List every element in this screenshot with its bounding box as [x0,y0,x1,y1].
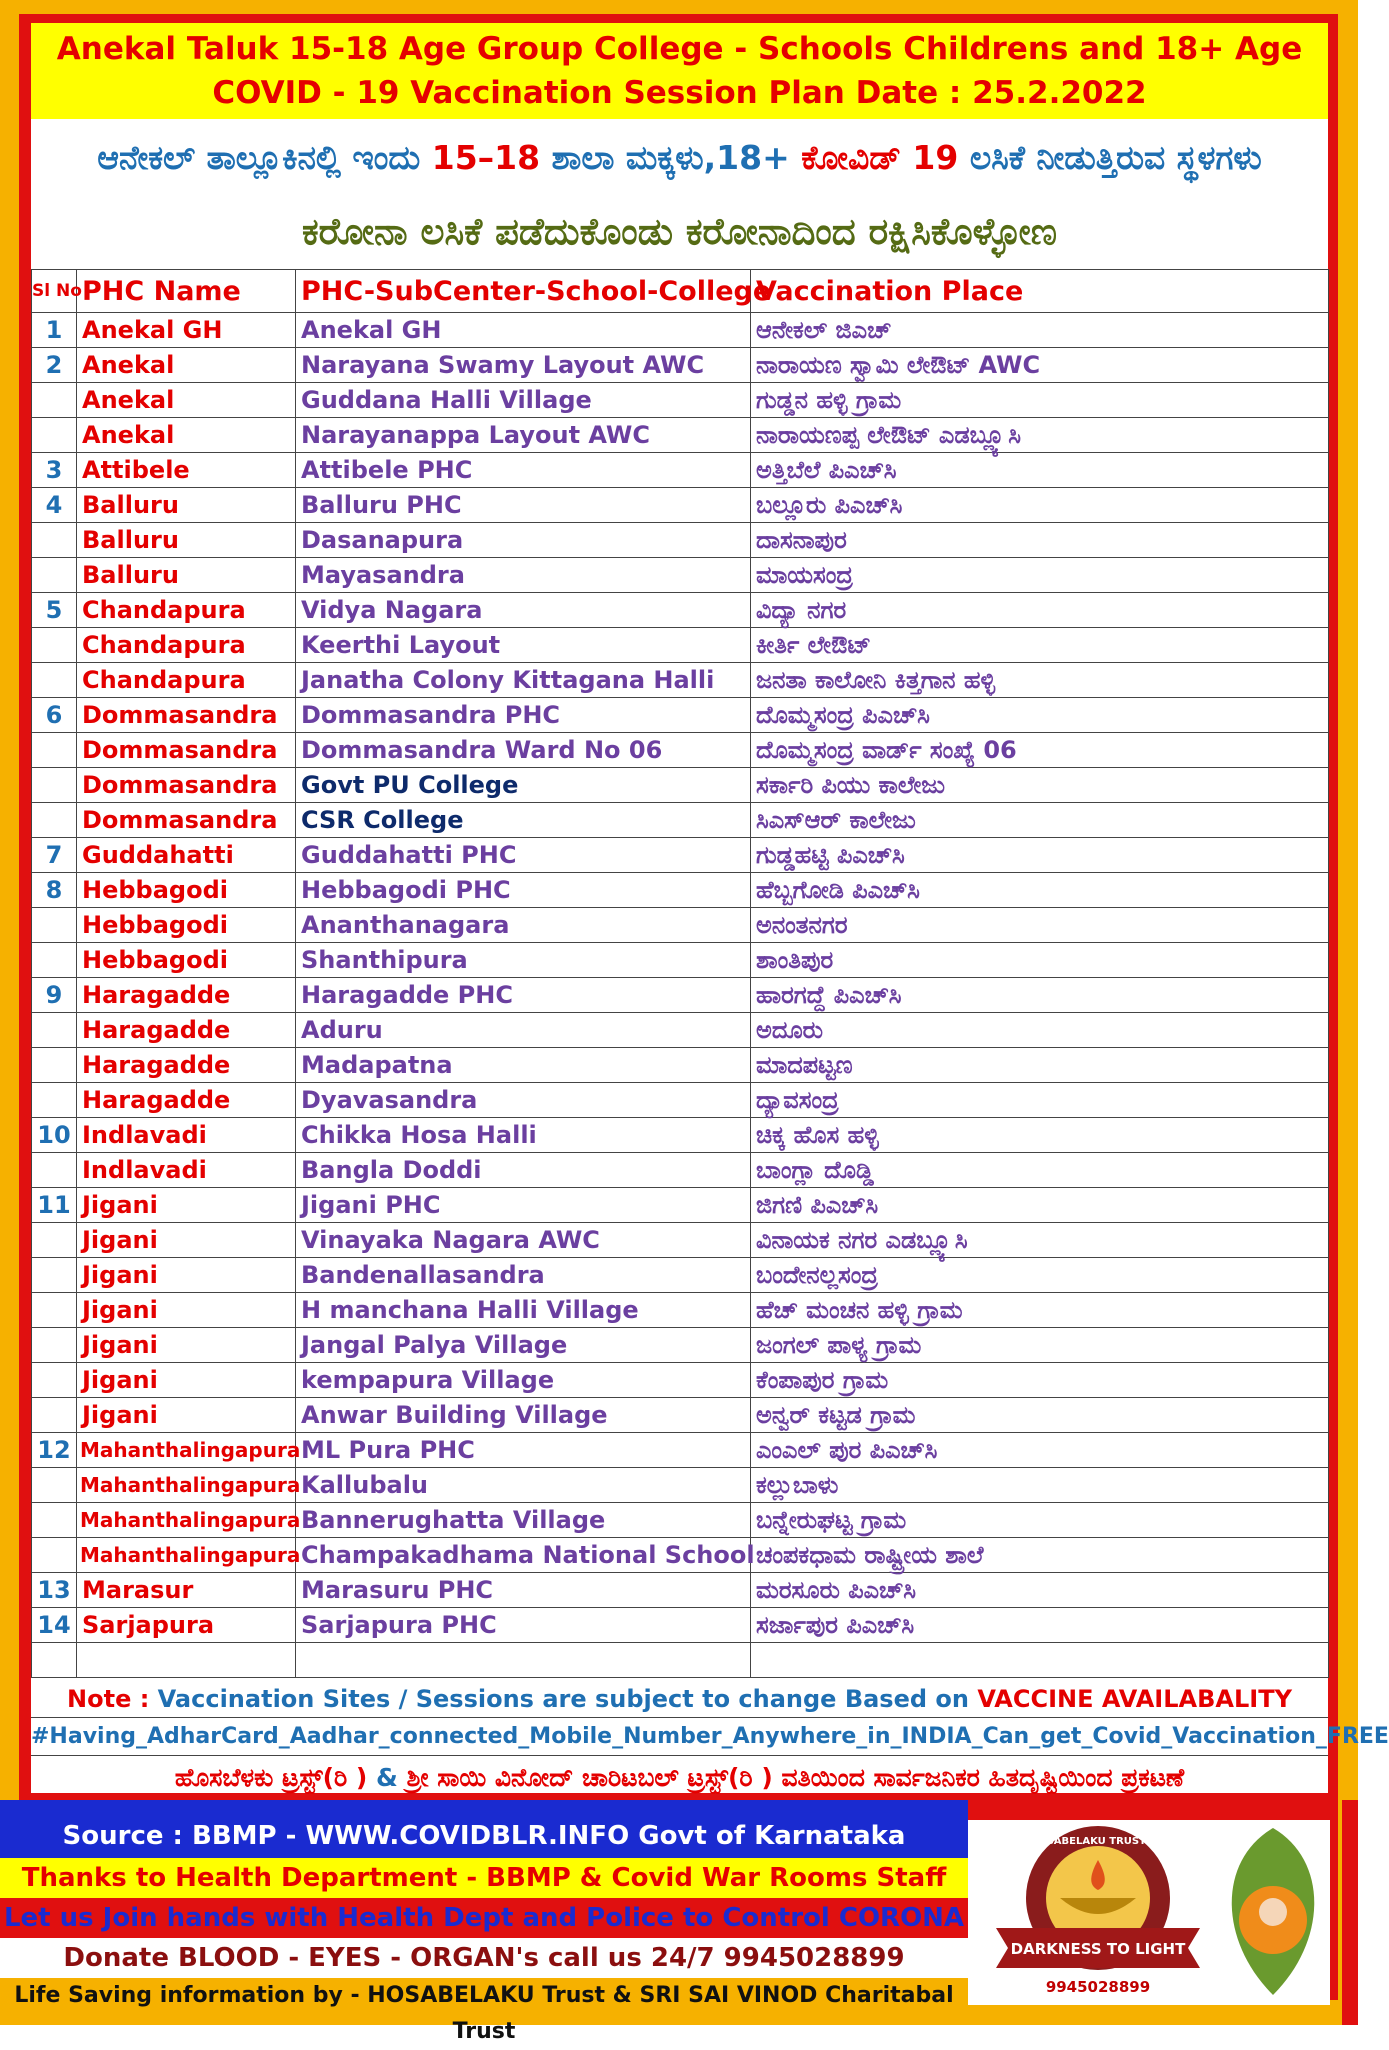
life-saving-band: Life Saving information by - HOSABELAKU Trust & SRI SAI VINOD Charitabal Trust [0,1978,968,2014]
cell-sl [32,1538,77,1573]
cell-vaccination-place: ಬಂದೇನಲ್ಲಸಂದ್ರ [751,1258,1329,1293]
cell-vaccination-place: ಬಲ್ಲೂರು ಪಿಎಚ್‌ಸಿ [751,488,1329,523]
title-banner [31,23,1328,119]
cell-sl: 7 [32,838,77,873]
cell-sl: 8 [32,873,77,908]
kannada-heading-part5: ಲಸಿಕೆ ನೀಡುತ್ತಿರುವ ಸ್ಥಳಗಳು [958,138,1262,177]
cell-sl [32,1223,77,1258]
cell-sl: 2 [32,348,77,383]
cell-subcenter: Dasanapura [296,523,751,558]
cell-sl [32,523,77,558]
cell-subcenter: Vinayaka Nagara AWC [296,1223,751,1258]
cell-vaccination-place: ಜಿಗಣಿ ಪಿಎಚ್‌ಸಿ [751,1188,1329,1223]
cell-vaccination-place: ಶಾಂತಿಪುರ [751,943,1329,978]
cell-phc-name: Dommasandra [77,698,296,733]
cell-vaccination-place: ಅನಂತನಗರ [751,908,1329,943]
cell-subcenter: Narayana Swamy Layout AWC [296,348,751,383]
cell-sl: 1 [32,313,77,348]
trust-logos [968,1820,1330,2005]
table-row [32,313,1329,348]
vaccination-table [31,269,1329,1678]
cell-vaccination-place: ಹಾರಗದ್ದೆ ಪಿಎಚ್‌ಸಿ [751,978,1329,1013]
kannada-slogan: ಕರೋನಾ ಲಸಿಕೆ ಪಡೆದುಕೊಂಡು ಕರೋನಾದಿಂದ ರಕ್ಷಿಸಿಕೊಳ್ಳೋಣ [302,210,1057,253]
table-row [32,698,1329,733]
cell-sl [32,1363,77,1398]
kannada-footer-part1: ಹೊಸಬೆಳಕು ಟ್ರಸ್ಟ್(ರಿ ) [174,1763,377,1792]
note-line [31,1680,1328,1718]
cell-sl [32,558,77,593]
table-row [32,1188,1329,1223]
cell-vaccination-place: ಮಾಯಸಂದ್ರ [751,558,1329,593]
logo-red-strip [1342,1800,1358,2025]
note-text: Vaccination Sites / Sessions are subject to change Based on [157,1685,978,1713]
cell-vaccination-place: ನಾರಾಯಣ ಸ್ವಾಮಿ ಲೇಔಟ್ AWC [751,348,1329,383]
join-band: Let us Join hands with Health Dept and Police to Control CORONA [0,1898,968,1938]
cell-vaccination-place: ಸರ್ಜಾಪುರ ಪಿಎಚ್‌ಸಿ [751,1608,1329,1643]
cell-vaccination-place: ಎಂಎಲ್ ಪುರ ಪಿಎಚ್‌ಸಿ [751,1433,1329,1468]
cell-subcenter: Sarjapura PHC [296,1608,751,1643]
table-row [32,1153,1329,1188]
blue-stripe [0,1800,968,1814]
cell-subcenter: Vidya Nagara [296,593,751,628]
cell-sl [32,1013,77,1048]
cell-subcenter: Balluru PHC [296,488,751,523]
cell-phc-name: Anekal [77,383,296,418]
thanks-band: Thanks to Health Department - BBMP & Covid War Rooms Staff [0,1858,968,1898]
table-row [32,383,1329,418]
cell-phc-name: Indlavadi [77,1153,296,1188]
table-row [32,488,1329,523]
cell-subcenter: Jangal Palya Village [296,1328,751,1363]
cell-phc-name: Balluru [77,488,296,523]
table-row [32,1013,1329,1048]
table-row [32,803,1329,838]
cell-sl [32,943,77,978]
cell-sl: 3 [32,453,77,488]
header-sub: PHC-SubCenter-School-College [296,270,751,313]
cell-sl [32,1328,77,1363]
cell-vaccination-place: ಚಂಪಕಧಾಮ ರಾಷ್ಟ್ರೀಯ ಶಾಲೆ [751,1538,1329,1573]
cell-vaccination-place: ಆನೇಕಲ್ ಜಿಎಚ್ [751,313,1329,348]
table-row [32,1503,1329,1538]
cell-sl [32,908,77,943]
cell-subcenter: Keerthi Layout [296,628,751,663]
cell-subcenter: Dyavasandra [296,1083,751,1118]
table-row [32,1293,1329,1328]
cell-phc-name: Indlavadi [77,1118,296,1153]
cell-subcenter: Hebbagodi PHC [296,873,751,908]
cell-subcenter: H manchana Halli Village [296,1293,751,1328]
header-place: Vaccination Place [751,270,1329,313]
table-row [32,1538,1329,1573]
cell-subcenter: Guddana Halli Village [296,383,751,418]
cell-phc-name: Dommasandra [77,733,296,768]
cell-subcenter: Anwar Building Village [296,1398,751,1433]
table-row [32,1118,1329,1153]
cell-subcenter: Dommasandra Ward No 06 [296,733,751,768]
cell-vaccination-place: ಹೆಚ್ ಮಂಚನ ಹಳ್ಳಿ ಗ್ರಾಮ [751,1293,1329,1328]
table-row [32,1048,1329,1083]
table-row [32,418,1329,453]
cell-subcenter: Anekal GH [296,313,751,348]
cell-subcenter: Haragadde PHC [296,978,751,1013]
cell-subcenter: Ananthanagara [296,908,751,943]
title-line-2: COVID - 19 Vaccination Session Plan Date : 25.2.2022 [212,75,1147,111]
cell-phc-name: Jigani [77,1398,296,1433]
cell-subcenter: Janatha Colony Kittagana Halli [296,663,751,698]
cell-subcenter: Jigani PHC [296,1188,751,1223]
cell-subcenter: ML Pura PHC [296,1433,751,1468]
table-row [32,873,1329,908]
cell-phc-name: Anekal [77,348,296,383]
cell-vaccination-place: ಗುಡ್ಡಹಟ್ಟಿ ಪಿಎಚ್‌ಸಿ [751,838,1329,873]
table-row [32,593,1329,628]
cell-phc-name: Anekal GH [77,313,296,348]
cell-subcenter: Dommasandra PHC [296,698,751,733]
cell-phc-name: Hebbagodi [77,873,296,908]
cell-sl [32,1083,77,1118]
cell-phc-name: Chandapura [77,663,296,698]
table-row [32,628,1329,663]
cell-sl [32,383,77,418]
cell-sl: 5 [32,593,77,628]
cell-phc-name: Mahanthalingapura [77,1468,296,1503]
cell-subcenter: kempapura Village [296,1363,751,1398]
source-band: Source : BBMP - WWW.COVIDBLR.INFO Govt of Karnataka [0,1814,968,1858]
cell-subcenter: Aduru [296,1013,751,1048]
cell-vaccination-place: ಮರಸೂರು ಪಿಎಚ್‌ಸಿ [751,1573,1329,1608]
table-row [32,733,1329,768]
table-row [32,1328,1329,1363]
donate-band: Donate BLOOD - EYES - ORGAN's call us 24/7 9945028899 [0,1938,968,1978]
kannada-footer-part3: ಶ್ರೀ ಸಾಯಿ ವಿನೋದ್ ಚಾರಿಟಬಲ್ ಟ್ರಸ್ಟ್(ರಿ ) [397,1763,782,1792]
table-row [32,348,1329,383]
cell-phc-name: Marasur [77,1573,296,1608]
cell-vaccination-place: ನಾರಾಯಣಪ್ಪ ಲೇಔಟ್ ಎಡಬ್ಲ್ಯೂಸಿ [751,418,1329,453]
cell-vaccination-place: ಹೆಬ್ಬಗೋಡಿ ಪಿಎಚ್‌ಸಿ [751,873,1329,908]
cell-subcenter: Mayasandra [296,558,751,593]
kannada-heading [31,128,1328,188]
cell-phc-name: Jigani [77,1223,296,1258]
cell-sl: 13 [32,1573,77,1608]
cell-phc-name: Haragadde [77,1083,296,1118]
cell-sl: 10 [32,1118,77,1153]
cell-vaccination-place: ಅತ್ತಿಬೆಲೆ ಪಿಎಚ್‌ಸಿ [751,453,1329,488]
cell-sl: 4 [32,488,77,523]
cell-sl [32,1258,77,1293]
kannada-heading-part3: ಶಾಲಾ ಮಕ್ಕಳು,18+ [540,138,802,177]
table-row [32,558,1329,593]
cell-sl: 9 [32,978,77,1013]
cell-vaccination-place: ಸರ್ಕಾರಿ ಪಿಯು ಕಾಲೇಜು [751,768,1329,803]
header-phc: PHC Name [77,270,296,313]
cell-sl [32,1048,77,1083]
cell-subcenter [296,1643,751,1678]
logo-banner-text: DARKNESS TO LIGHT [1010,1940,1186,1958]
cell-phc-name: Haragadde [77,1013,296,1048]
table-row [32,663,1329,698]
kannada-footer-part2: & [376,1763,398,1792]
cell-phc-name: Haragadde [77,1048,296,1083]
cell-vaccination-place [751,1643,1329,1678]
cell-subcenter: Bandenallasandra [296,1258,751,1293]
note-label: Note : [67,1685,158,1713]
cell-sl [32,1153,77,1188]
table-row [32,1573,1329,1608]
kannada-footer-part4: ವತಿಯಿಂದ ಸಾರ್ವಜನಿಕರ ಹಿತದೃಷ್ಟಿಯಿಂದ ಪ್ರಕಟಣೆ [781,1763,1185,1792]
sai-face-icon [1259,1898,1287,1926]
cell-sl [32,1468,77,1503]
cell-vaccination-place: ವಿದ್ಯಾ ನಗರ [751,593,1329,628]
cell-vaccination-place: ಬನ್ನೇರುಘಟ್ಟ ಗ್ರಾಮ [751,1503,1329,1538]
cell-phc-name: Jigani [77,1188,296,1223]
table-row [32,1468,1329,1503]
cell-phc-name: Chandapura [77,628,296,663]
table-row [32,1083,1329,1118]
table-row [32,1258,1329,1293]
cell-vaccination-place: ಮಾದಪಟ್ಟಣ [751,1048,1329,1083]
cell-vaccination-place: ದಾಸನಾಪುರ [751,523,1329,558]
cell-sl: 11 [32,1188,77,1223]
cell-vaccination-place: ಕೆಂಪಾಪುರ ಗ್ರಾಮ [751,1363,1329,1398]
cell-phc-name: Haragadde [77,978,296,1013]
cell-phc-name: Guddahatti [77,838,296,873]
cell-sl [32,418,77,453]
cell-phc-name: Jigani [77,1363,296,1398]
cell-phc-name: Attibele [77,453,296,488]
cell-phc-name: Jigani [77,1293,296,1328]
cell-subcenter: Attibele PHC [296,453,751,488]
cell-sl: 12 [32,1433,77,1468]
title-line-1: Anekal Taluk 15-18 Age Group College - Schools Childrens and 18+ Age [56,31,1303,67]
cell-subcenter: CSR College [296,803,751,838]
cell-phc-name: Mahanthalingapura [77,1433,296,1468]
note-emphasis: VACCINE AVAILABALITY [977,1685,1292,1713]
cell-sl [32,1293,77,1328]
kannada-heading-part4: ಕೋವಿಡ್ 19 [801,138,959,177]
cell-phc-name: Balluru [77,558,296,593]
cell-vaccination-place: ಅನ್ವರ್ ಕಟ್ಟಡ ಗ್ರಾಮ [751,1398,1329,1433]
cell-sl [32,628,77,663]
cell-sl: 14 [32,1608,77,1643]
cell-sl [32,1503,77,1538]
table-row [32,1643,1329,1678]
kannada-footer [31,1756,1328,1800]
cell-subcenter: Marasuru PHC [296,1573,751,1608]
cell-phc-name: Jigani [77,1328,296,1363]
header-sl: Sl No [32,270,77,313]
cell-vaccination-place: ಜನತಾ ಕಾಲೋನಿ ಕಿತ್ತಗಾನ ಹಳ್ಳಿ [751,663,1329,698]
cell-subcenter: Champakadhama National School [296,1538,751,1573]
cell-sl [32,1398,77,1433]
cell-subcenter: Guddahatti PHC [296,838,751,873]
logo-phone: 9945028899 [1045,1978,1151,1996]
cell-vaccination-place: ಜಂಗಲ್ ಪಾಳ್ಯ ಗ್ರಾಮ [751,1328,1329,1363]
cell-sl: 6 [32,698,77,733]
logo-trust-name: HOSABELAKU TRUST (R) [1029,1836,1167,1847]
cell-subcenter: Narayanappa Layout AWC [296,418,751,453]
cell-vaccination-place: ಕೀರ್ತಿ ಲೇಔಟ್ [751,628,1329,663]
table-row [32,768,1329,803]
cell-phc-name: Hebbagodi [77,943,296,978]
table-row [32,453,1329,488]
hashtag-line: #Having_AdharCard_Aadhar_connected_Mobile_Number_Anywhere_in_INDIA_Can_get_Covid_Vaccination_FREE [31,1718,1328,1756]
cell-phc-name: Mahanthalingapura [77,1538,296,1573]
table-row [32,1608,1329,1643]
cell-subcenter: Shanthipura [296,943,751,978]
cell-phc-name: Balluru [77,523,296,558]
cell-sl [32,1643,77,1678]
table-row [32,943,1329,978]
cell-sl [32,733,77,768]
cell-subcenter: Kallubalu [296,1468,751,1503]
cell-phc-name: Anekal [77,418,296,453]
hosabelaku-logo [968,1820,1330,2005]
cell-vaccination-place: ದ್ಯಾವಸಂದ್ರ [751,1083,1329,1118]
cell-subcenter: Bannerughatta Village [296,1503,751,1538]
cell-phc-name: Dommasandra [77,803,296,838]
kannada-heading-part2: 15–18 [431,138,541,177]
cell-sl [32,663,77,698]
table-row [32,523,1329,558]
table-row [32,838,1329,873]
table-row [32,1223,1329,1258]
table-row [32,1433,1329,1468]
cell-vaccination-place: ದೊಮ್ಮಸಂದ್ರ ವಾರ್ಡ್ ಸಂಖ್ಯೆ 06 [751,733,1329,768]
cell-vaccination-place: ಗುಡ್ಡನ ಹಳ್ಳಿ ಗ್ರಾಮ [751,383,1329,418]
cell-phc-name: Chandapura [77,593,296,628]
cell-subcenter: Bangla Doddi [296,1153,751,1188]
cell-phc-name: Dommasandra [77,768,296,803]
cell-phc-name: Sarjapura [77,1608,296,1643]
cell-phc-name: Jigani [77,1258,296,1293]
cell-vaccination-place: ಅದೂರು [751,1013,1329,1048]
cell-subcenter: Govt PU College [296,768,751,803]
table-row [32,1398,1329,1433]
cell-vaccination-place: ಸಿಎಸ್ಆರ್ ಕಾಲೇಜು [751,803,1329,838]
table-row [32,908,1329,943]
cell-vaccination-place: ದೊಮ್ಮಸಂದ್ರ ಪಿಎಚ್‌ಸಿ [751,698,1329,733]
table-row [32,978,1329,1013]
cell-vaccination-place: ವಿನಾಯಕ ನಗರ ಎಡಬ್ಲ್ಯೂಸಿ [751,1223,1329,1258]
cell-subcenter: Madapatna [296,1048,751,1083]
table-row [32,1363,1329,1398]
cell-phc-name: Mahanthalingapura [77,1503,296,1538]
cell-phc-name [77,1643,296,1678]
cell-sl [32,803,77,838]
cell-phc-name: Hebbagodi [77,908,296,943]
cell-sl [32,768,77,803]
cell-vaccination-place: ಕಲ್ಲುಬಾಳು [751,1468,1329,1503]
cell-vaccination-place: ಚಿಕ್ಕ ಹೊಸ ಹಳ್ಳಿ [751,1118,1329,1153]
kannada-heading-part1: ಆನೇಕಲ್ ತಾಲ್ಲೂಕಿನಲ್ಲಿ ಇಂದು [97,138,432,177]
table-header-row [32,270,1329,313]
cell-vaccination-place: ಬಾಂಗ್ಲಾ ದೊಡ್ಡಿ [751,1153,1329,1188]
cell-subcenter: Chikka Hosa Halli [296,1118,751,1153]
